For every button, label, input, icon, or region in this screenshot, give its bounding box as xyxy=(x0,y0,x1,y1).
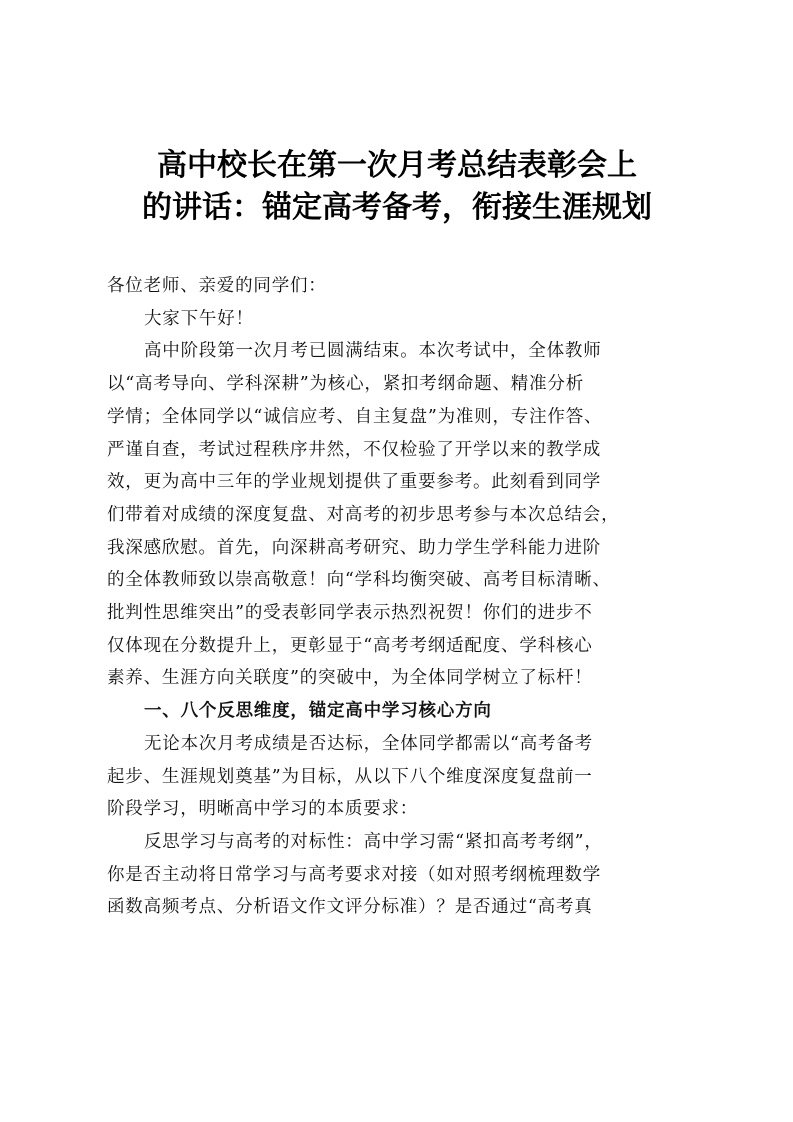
paragraph-line: 效，更为高中三年的学业规划提供了重要参考。此刻看到同学 xyxy=(107,472,602,493)
paragraph-line: 批判性思维突出”的受表彰同学表示热烈祝贺！你们的进步不 xyxy=(107,603,593,624)
title-line-1: 高中校长在第一次月考总结表彰会上 xyxy=(157,148,637,183)
paragraph-line: 无论本次月考成绩是否达标，全体同学都需以“高考备考 xyxy=(144,733,593,754)
paragraph-line: 以“高考导向、学科深耕”为核心，紧扣考纲命题、精准分析 xyxy=(107,374,584,395)
paragraph-line: 反思学习与高考的对标性：高中学习需“紧扣高考考纲”， xyxy=(144,831,603,852)
paragraph-line: 学情；全体同学以“诚信应考、自主复盘”为准则，专注作答、 xyxy=(107,406,603,427)
section-heading: 一、八个反思维度，锚定高中学习核心方向 xyxy=(144,701,492,722)
paragraph-line: 的全体教师致以崇高敬意！向“学科均衡突破、高考目标清晰、 xyxy=(107,570,611,591)
greeting: 大家下午好！ xyxy=(144,308,254,329)
paragraph-line: 我深感欣慰。首先，向深耕高考研究、助力学生学科能力进阶 xyxy=(107,537,602,558)
salutation: 各位老师、亲爱的同学们： xyxy=(107,276,327,296)
title-line-2: 的讲话：锚定高考备考，衔接生涯规划 xyxy=(142,190,652,225)
document-title xyxy=(100,145,694,229)
paragraph-line: 仅体现在分数提升上，更彰显于“高考考纲适配度、学科核心 xyxy=(107,635,593,656)
paragraph-line: 们带着对成绩的深度复盘、对高考的初步思考参与本次总结会， xyxy=(107,504,620,525)
paragraph-line: 素养、生涯方向关联度”的突破中，为全体同学树立了标杆！ xyxy=(107,668,593,689)
paragraph-line: 阶段学习，明晰高中学习的本质要求： xyxy=(107,799,419,820)
paragraph-line: 函数高频考点、分析语文作文评分标准）？是否通过“高考真 xyxy=(107,897,593,918)
paragraph-line: 严谨自查，考试过程秩序井然，不仅检验了开学以来的教学成 xyxy=(107,439,602,460)
document-body xyxy=(107,270,687,924)
paragraph-line: 高中阶段第一次月考已圆满结束。本次考试中，全体教师 xyxy=(144,341,602,362)
paragraph-line: 你是否主动将日常学习与高考要求对接（如对照考纲梳理数学 xyxy=(107,864,602,885)
paragraph-line: 起步、生涯规划奠基”为目标，从以下八个维度深度复盘前一 xyxy=(107,766,593,787)
